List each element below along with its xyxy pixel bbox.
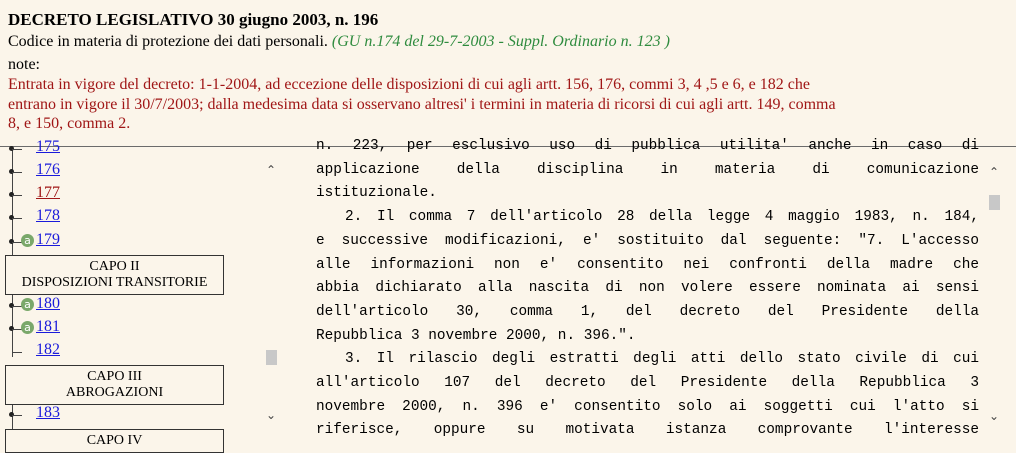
text-line: alle informazioni non e' consentito nei confronti della madre che bbox=[316, 256, 979, 273]
gazette-reference: (GU n.174 del 29-7-2003 - Suppl. Ordinario n. 123 ) bbox=[331, 33, 670, 50]
note-line: Entrata in vigore del decreto: 1-1-2004, ad eccezione delle disposizioni di cui agli artt. 156, 176, commi 3, 4 ,5 e 6, e 182 che bbox=[8, 76, 810, 93]
note-line: 8, e 150, comma 2. bbox=[8, 115, 131, 132]
capo-title: ABROGAZIONI bbox=[65, 385, 164, 400]
text-line: riferisce, oppure su motivata istanza comprovante l'interesse bbox=[316, 422, 979, 439]
text-line: 3. Il rilascio degli estratti degli atti dello stato civile di cui bbox=[345, 351, 979, 368]
capo-title: DISPOSIZIONI TRANSITORIE bbox=[21, 275, 208, 290]
article-link-177[interactable]: 177 bbox=[36, 184, 60, 201]
content-scroll-thumb[interactable] bbox=[989, 195, 1000, 210]
chevron-down-icon[interactable]: ⌄ bbox=[988, 409, 1000, 423]
a-circle-icon: a bbox=[21, 234, 34, 247]
a-circle-icon: a bbox=[21, 298, 34, 311]
capo-number: CAPO II bbox=[89, 259, 140, 274]
text-line: 2. Il comma 7 dell'articolo 28 della legge 4 maggio 1983, n. 184, bbox=[345, 209, 979, 226]
text-line: n. 223, per esclusivo uso di pubblica utilita' anche in caso di bbox=[316, 138, 979, 154]
capo-iii-header[interactable] bbox=[5, 365, 224, 405]
text-line: all'articolo 107 del decreto del Presidente della Repubblica 3 bbox=[316, 375, 979, 392]
article-link-182[interactable]: 182 bbox=[36, 341, 60, 358]
article-link-175[interactable]: 175 bbox=[36, 138, 60, 155]
tree-branch bbox=[12, 149, 22, 150]
capo-ii-header[interactable] bbox=[5, 255, 224, 295]
document-header bbox=[0, 0, 1016, 147]
text-line: e successive modificazioni, e' sostituito dal seguente: "7. L'accesso bbox=[316, 232, 979, 249]
tree-branch bbox=[12, 218, 22, 219]
decree-title: DECRETO LEGISLATIVO 30 giugno 2003, n. 196 bbox=[8, 10, 379, 29]
text-line: dell'articolo 30, comma 1, del decreto del Presidente della bbox=[316, 303, 979, 320]
article-link-180[interactable]: 180 bbox=[36, 295, 60, 312]
article-link-178[interactable]: 178 bbox=[36, 207, 60, 224]
chevron-down-icon[interactable]: ⌄ bbox=[265, 408, 277, 422]
article-text bbox=[316, 135, 979, 443]
tree-scrollbar[interactable] bbox=[262, 153, 280, 438]
tree-branch bbox=[12, 195, 22, 196]
note-text bbox=[8, 75, 1008, 134]
a-circle-icon: a bbox=[21, 321, 34, 334]
text-line: abbia dichiarato alla nascita di non volere essere nominata ai sensi bbox=[316, 280, 979, 297]
article-link-181[interactable]: 181 bbox=[36, 318, 60, 335]
decree-subtitle-row bbox=[8, 33, 670, 51]
article-text-panel[interactable] bbox=[283, 138, 1006, 439]
article-link-179[interactable]: 179 bbox=[36, 231, 60, 248]
capo-number: CAPO III bbox=[87, 369, 142, 384]
chevron-up-icon[interactable]: ⌃ bbox=[988, 165, 1000, 179]
article-link-183[interactable]: 183 bbox=[36, 404, 60, 421]
article-tree-panel[interactable] bbox=[0, 138, 283, 448]
tree-scroll-thumb[interactable] bbox=[266, 350, 277, 365]
note-line: entrano in vigore il 30/7/2003; dalla medesima data si osservano altresi' i termini in materia di ricorsi di cui agli artt. 149, comma bbox=[8, 95, 836, 113]
text-line: novembre 2000, n. 396 e' consentito solo ai soggetti cui l'atto si bbox=[316, 398, 979, 415]
decree-subtitle: Codice in materia di protezione dei dati personali. bbox=[8, 33, 328, 50]
tree-branch bbox=[12, 415, 22, 416]
content-scrollbar[interactable] bbox=[985, 155, 1003, 435]
note-label: note: bbox=[8, 56, 40, 73]
text-line: applicazione della disciplina in materia di comunicazione bbox=[316, 161, 979, 178]
capo-iv-header[interactable] bbox=[5, 429, 224, 453]
chevron-up-icon[interactable]: ⌃ bbox=[265, 163, 277, 177]
text-line: istituzionale. bbox=[316, 185, 437, 202]
tree-branch bbox=[12, 352, 22, 353]
article-link-176[interactable]: 176 bbox=[36, 161, 60, 178]
capo-number: CAPO IV bbox=[86, 433, 143, 448]
text-line: Repubblica 3 novembre 2000, n. 396.". bbox=[316, 327, 636, 344]
tree-branch bbox=[12, 172, 22, 173]
